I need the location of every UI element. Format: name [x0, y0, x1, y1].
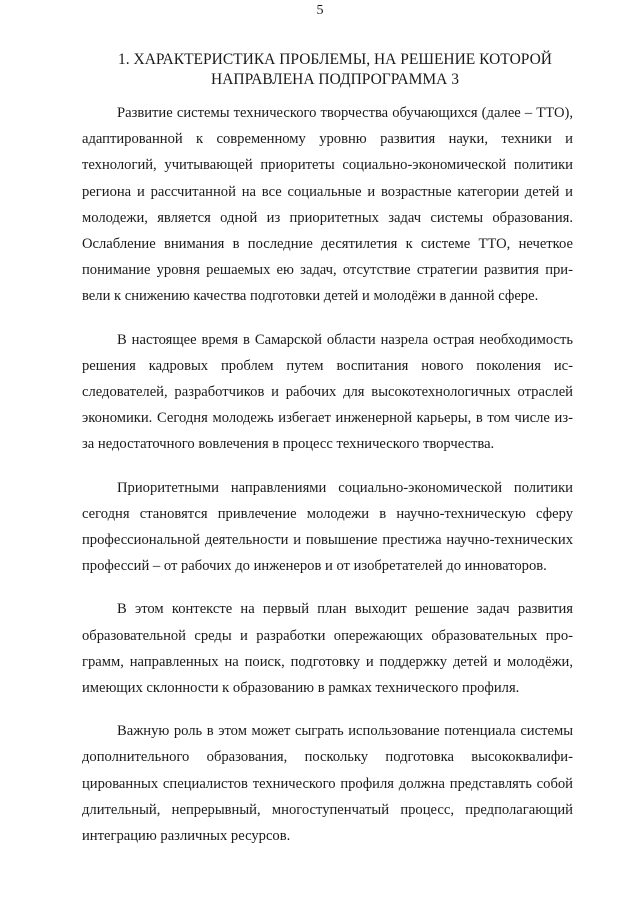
page-number: 5 — [316, 3, 324, 18]
paragraph-1: Развитие системы технического творчества обучающихся (далее – ТТО), адаптированной к современному уровню развития науки, техники и технологий, учитывающей приоритеты социально-экономической политики региона и рассчитанной на все социальные и возрастные категории детей и молодежи, является одной из приоритетных задач системы образования. Ослабление внимания в последние десятилетия к системе ТТО, нечеткое понимание уровня решаемых ею задач, отсутствие стратегии развития привели к снижению качества подготовки детей и молодёжи в данной сфере. — [82, 105, 573, 305]
paragraph-4: В этом контексте на первый план выходит решение задач развития образовательной среды и разработки опережающих образовательных программ, направленных на поиск, подготовку и поддержку детей и молодёжи, имеющих склонности к образованию в рамках технического профиля. — [82, 601, 573, 697]
section-heading — [100, 50, 570, 90]
paragraph-5: Важную роль в этом может сыграть использование потенциала системы дополнительного образования, поскольку подготовка высококвалифицированных специалистов технического профиля должна представлять собой длительный, непрерывный, многоступенчатый процесс, предполагающий интеграцию различных ресурсов. — [82, 723, 573, 845]
section-heading-line-1: 1. ХАРАКТЕРИСТИКА ПРОБЛЕМЫ, НА РЕШЕНИЕ КОТОРОЙ — [118, 51, 552, 68]
paragraph-3: Приоритетными направлениями социально-экономической политики сегодня становятся привлечение молодежи в научно-техническую сферу профессиональной деятельности и повышение престижа научно-технических профессий – от рабочих до инженеров и от изобретателей до инноваторов. — [82, 479, 573, 575]
section-heading-line-2: НАПРАВЛЕНА ПОДПРОГРАММА 3 — [211, 71, 459, 88]
document-body — [82, 100, 573, 866]
paragraph-2: В настоящее время в Самарской области назрела острая необходимость решения кадровых проблем путем воспитания нового поколения исследователей, разработчиков и рабочих для высокотехнологичных отраслей экономики. Сегодня молодежь избегает инженерной карьеры, в том числе из-за недостаточного вовлечения в процесс технического творчества. — [82, 331, 573, 453]
